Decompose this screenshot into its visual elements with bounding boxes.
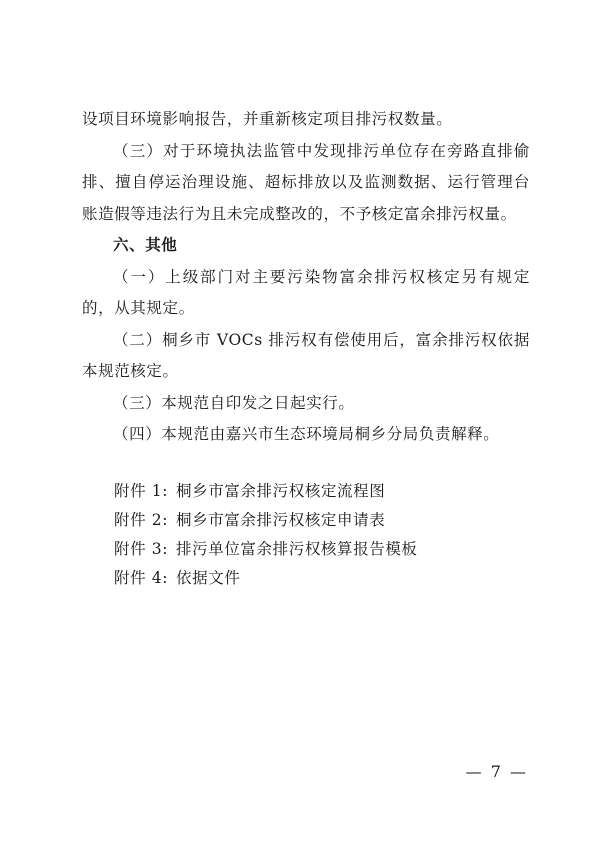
attachment-item-3: [114, 535, 418, 564]
attachment-label: 附件 2:: [114, 511, 169, 529]
paragraph-continuation: 设项目环境影响报告，并重新核定项目排污权数量。: [82, 110, 453, 128]
section-item-1: （一）上级部门对主要污染物富余排污权核定另有规定的，从其规定。: [82, 267, 530, 317]
body-text: [82, 104, 530, 451]
section-item-2: （二）桐乡市 VOCs 排污权有偿使用后，富余排污权依据本规范核定。: [82, 330, 530, 380]
paragraph-3: （三）对于环境执法监管中发现排污单位存在旁路直排偷排、擅自停运治理设施、超标排放以及监测数据、运行管理台账造假等违法行为且未完成整改的，不予核定富余排污权量。: [82, 141, 530, 223]
attachment-label: 附件 4:: [114, 569, 169, 587]
attachment-item-2: [114, 506, 418, 535]
section-heading: 六、其他: [113, 236, 178, 254]
attachment-label: 附件 3:: [114, 540, 169, 558]
attachment-title: 桐乡市富余排污权核定申请表: [176, 511, 386, 529]
page-number: — 7 —: [465, 762, 528, 781]
section-item-4: （四）本规范由嘉兴市生态环境局桐乡分局负责解释。: [113, 425, 500, 443]
attachment-title: 排污单位富余排污权核算报告模板: [176, 540, 418, 558]
section-item-3: （三）本规范自印发之日起实行。: [113, 393, 355, 412]
attachment-item-1: [114, 477, 418, 506]
attachment-title: 依据文件: [176, 569, 241, 587]
attachment-item-4: [114, 564, 418, 593]
attachment-list: [114, 477, 418, 593]
attachment-label: 附件 1:: [114, 482, 169, 500]
attachment-title: 桐乡市富余排污权核定流程图: [176, 482, 386, 500]
